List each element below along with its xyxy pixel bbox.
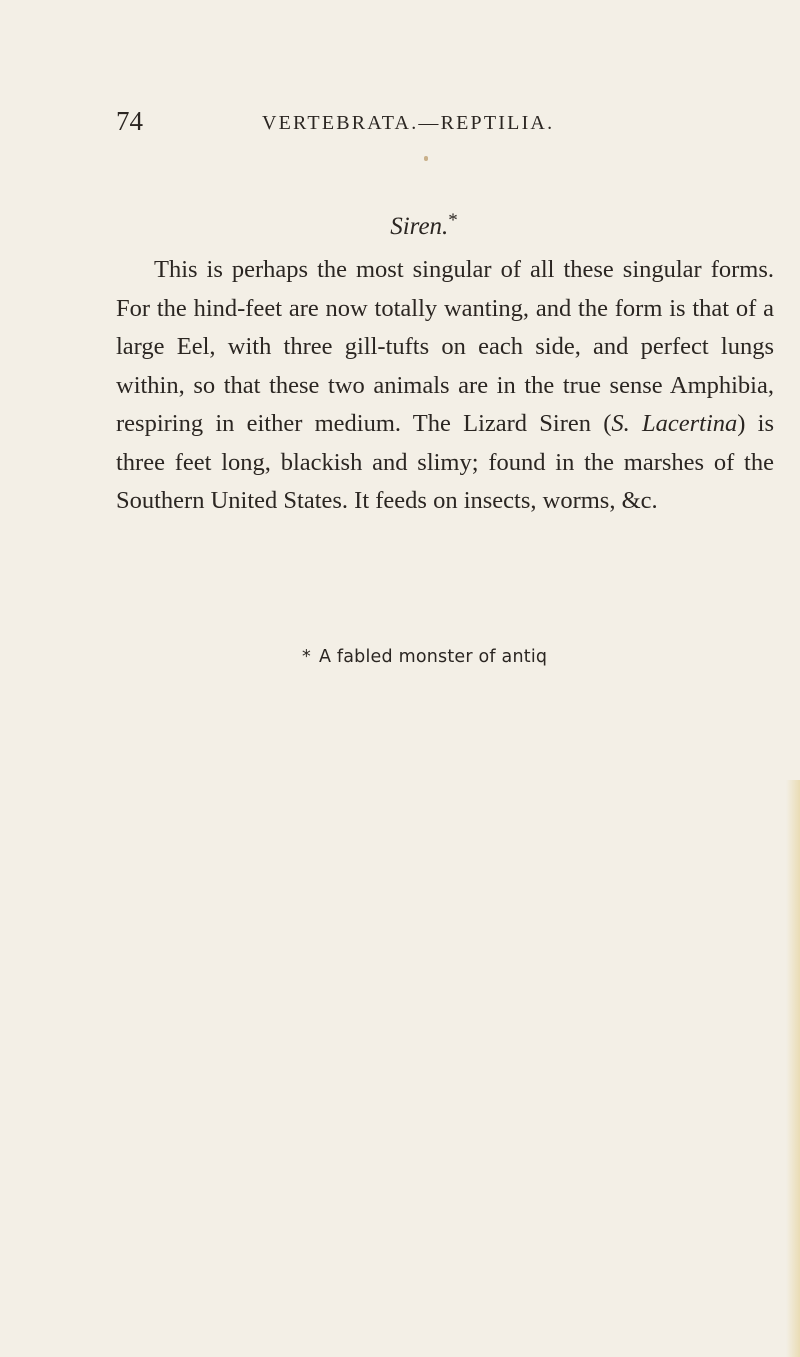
- species-name: S. Lacertina: [611, 410, 738, 437]
- page-number: 74: [116, 106, 143, 136]
- paragraph-text-after: ) is three feet long, blackish and slimy; found in the marshes of the Southern United States. It feeds on insects, worms, &c.: [116, 410, 774, 514]
- body-paragraph: [116, 251, 774, 521]
- footnote-text: A fabled monster of antiq: [318, 647, 548, 667]
- footnote-marker: *: [302, 647, 311, 667]
- section-title: [0, 206, 800, 242]
- paragraph-text-before: This is perhaps the most singular of all these singular forms. For the hind-feet are now totally wanting, and the form is that of a large Eel, with three gill-tufts on each side, and perfect lungs within, so that these two animals are in the true sense Amphibia, respiring in either medium. The Lizard Siren (: [116, 256, 774, 437]
- footnote: [302, 645, 547, 669]
- ink-speck: [424, 156, 428, 161]
- section-title-text: Siren.: [390, 213, 449, 240]
- running-head: [116, 106, 686, 142]
- footnote-reference-marker: *: [448, 210, 458, 231]
- page-edge-shadow: [786, 780, 800, 1357]
- running-title: VERTEBRATA.—REPTILIA.: [262, 112, 555, 134]
